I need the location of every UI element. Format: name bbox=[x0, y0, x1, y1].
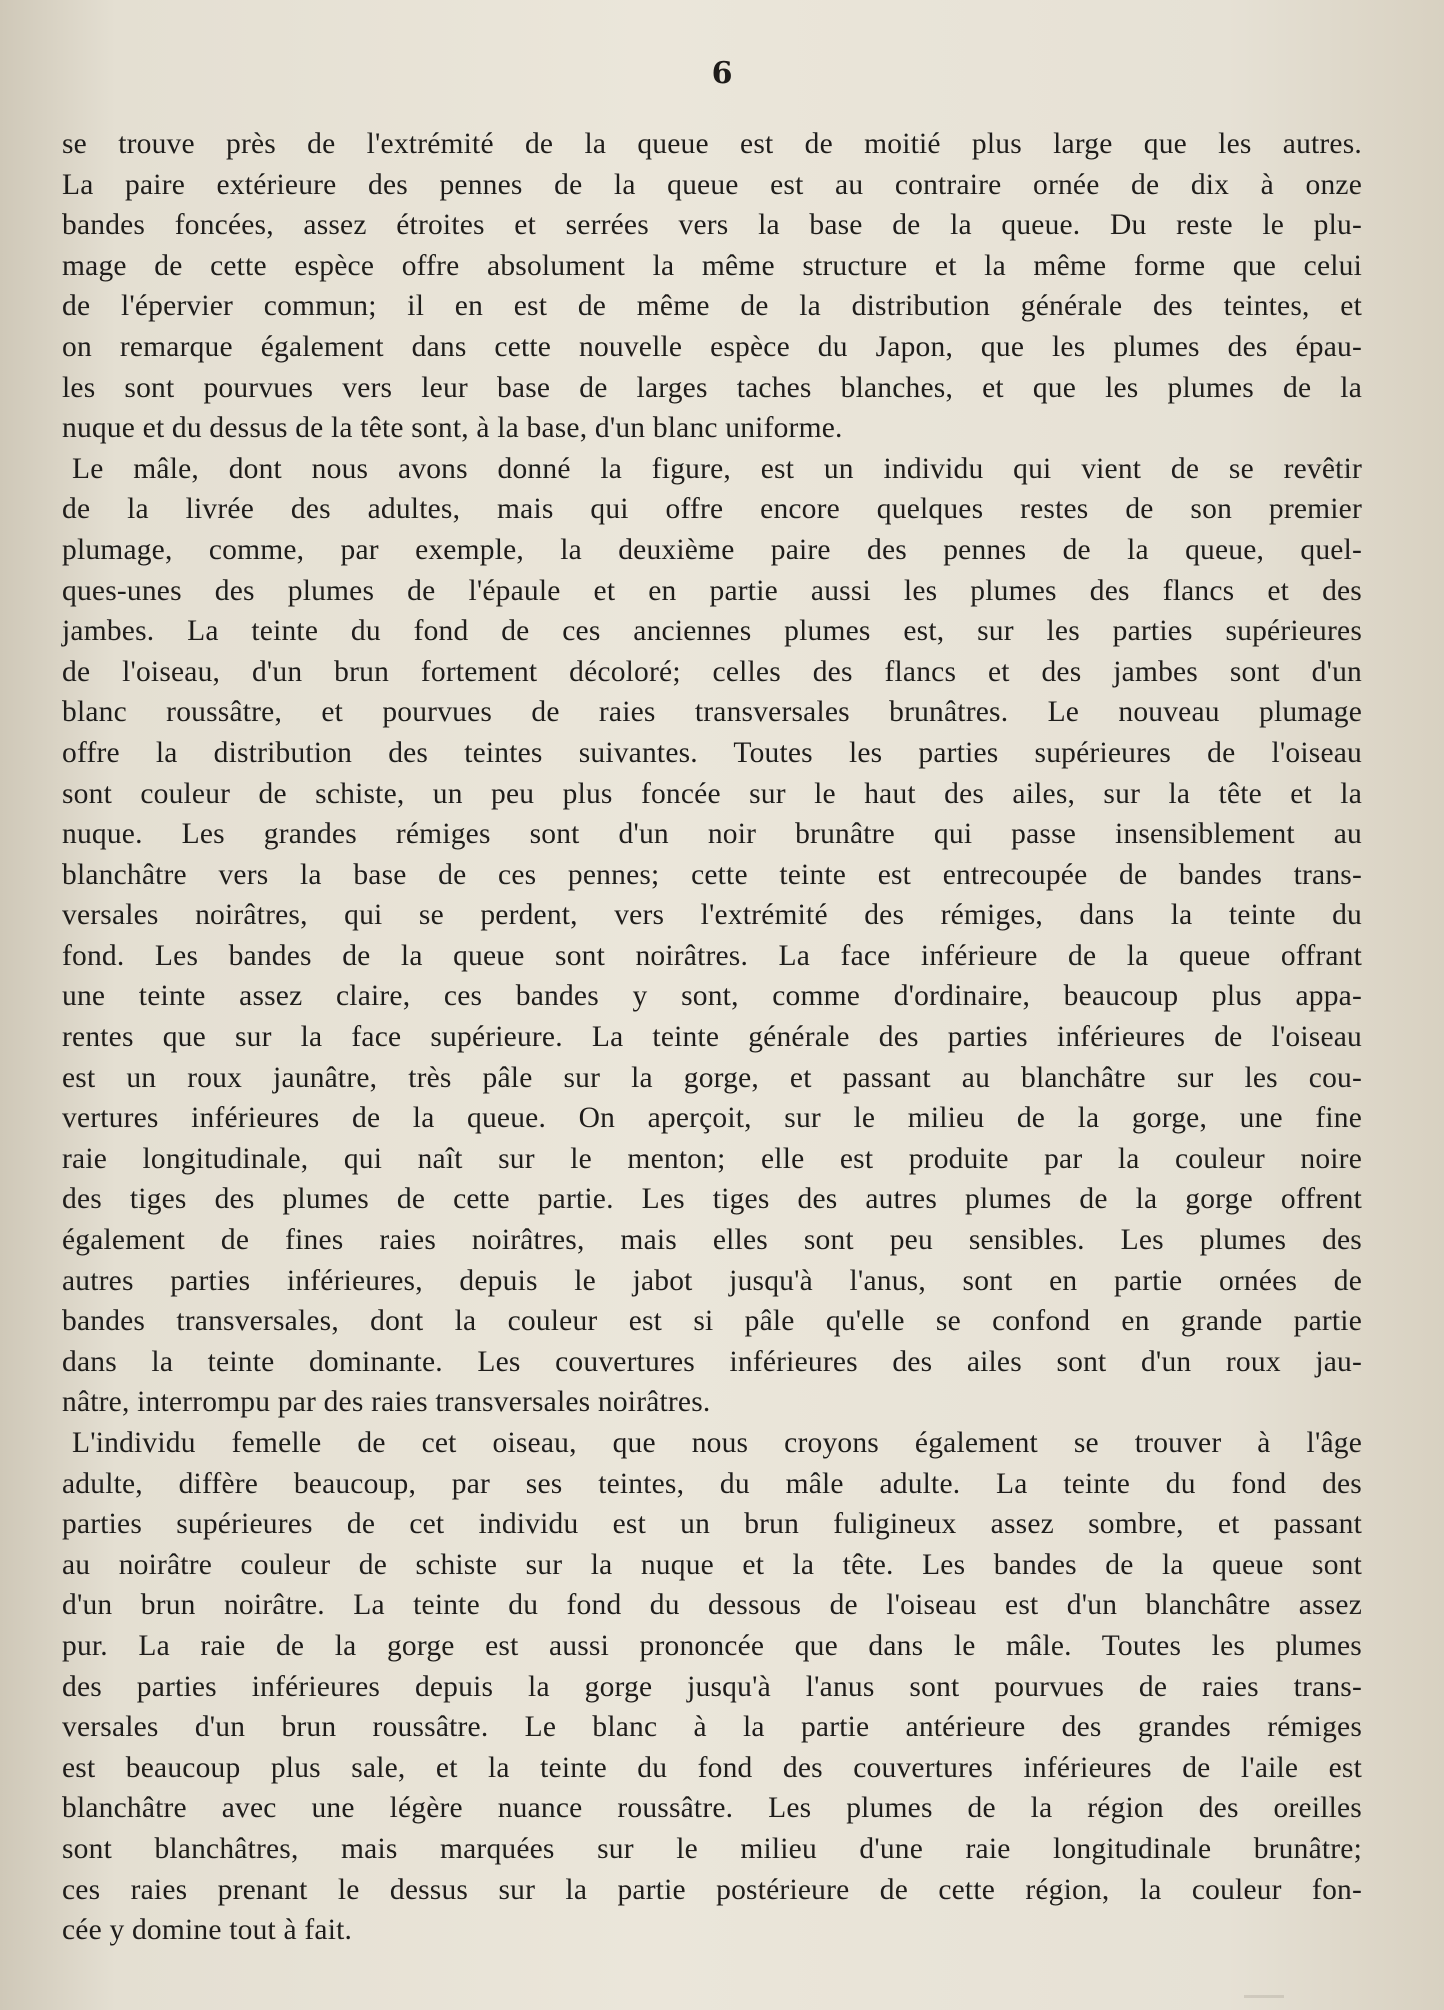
text-line: on remarque également dans cette nouvelle espèce du Japon, que les plumes des épau- bbox=[62, 330, 1362, 363]
text-line: blanc roussâtre, et pourvues de raies transversales brunâtres. Le nouveau plumage bbox=[62, 696, 1362, 729]
text-line: les sont pourvues vers leur base de larges taches blanches, et que les plumes de la bbox=[62, 371, 1362, 404]
text-line: au noirâtre couleur de schiste sur la nuque et la tête. Les bandes de la queue sont bbox=[62, 1548, 1362, 1581]
text-line: plumage, comme, par exemple, la deuxième paire des pennes de la queue, quel- bbox=[62, 533, 1362, 566]
text-line: autres parties inférieures, depuis le jabot jusqu'à l'anus, sont en partie ornées de bbox=[62, 1264, 1362, 1297]
text-line: sont blanchâtres, mais marquées sur le milieu d'une raie longitudinale brunâtre; bbox=[62, 1832, 1362, 1865]
text-line: une teinte assez claire, ces bandes y sont, comme d'ordinaire, beaucoup plus appa- bbox=[62, 980, 1362, 1013]
text-line: pur. La raie de la gorge est aussi prononcée que dans le mâle. Toutes les plumes bbox=[62, 1629, 1362, 1662]
text-line: se trouve près de l'extrémité de la queue est de moitié plus large que les autres. bbox=[62, 128, 1362, 160]
text-line: ques-unes des plumes de l'épaule et en partie aussi les plumes des flancs et des bbox=[62, 574, 1362, 607]
text-line: La paire extérieure des pennes de la queue est au contraire ornée de dix à onze bbox=[62, 168, 1362, 201]
text-line: vertures inférieures de la queue. On aperçoit, sur le milieu de la gorge, une fine bbox=[62, 1102, 1362, 1135]
text-line: des tiges des plumes de cette partie. Les tiges des autres plumes de la gorge offrent bbox=[62, 1183, 1362, 1216]
bleed-through-mark bbox=[1244, 1965, 1284, 1998]
text-line: de l'épervier commun; il en est de même de la distribution générale des teintes, et bbox=[62, 290, 1362, 323]
text-line: parties supérieures de cet individu est un brun fuligineux assez sombre, et passant bbox=[62, 1508, 1362, 1541]
text-line: adulte, diffère beaucoup, par ses teintes, du mâle adulte. La teinte du fond des bbox=[62, 1467, 1362, 1500]
text-line: est beaucoup plus sale, et la teinte du fond des couvertures inférieures de l'aile est bbox=[62, 1751, 1362, 1784]
text-line: également de fines raies noirâtres, mais elles sont peu sensibles. Les plumes des bbox=[62, 1224, 1362, 1257]
text-line: dans la teinte dominante. Les couvertures inférieures des ailes sont d'un roux jau- bbox=[62, 1345, 1362, 1378]
text-line: bandes transversales, dont la couleur est si pâle qu'elle se confond en grande partie bbox=[62, 1305, 1362, 1338]
text-line: raie longitudinale, qui naît sur le menton; elle est produite par la couleur noire bbox=[62, 1142, 1362, 1175]
text-line: est un roux jaunâtre, très pâle sur la gorge, et passant au blanchâtre sur les cou- bbox=[62, 1061, 1362, 1094]
text-line: nuque. Les grandes rémiges sont d'un noir brunâtre qui passe insensiblement au bbox=[62, 818, 1362, 851]
page-number: 6 bbox=[711, 56, 733, 91]
text-line: blanchâtre avec une légère nuance roussâtre. Les plumes de la région des oreilles bbox=[62, 1792, 1362, 1825]
text-line: sont couleur de schiste, un peu plus foncée sur le haut des ailes, sur la tête et la bbox=[62, 777, 1362, 810]
text-line: de l'oiseau, d'un brun fortement décoloré; celles des flancs et des jambes sont d'un bbox=[62, 655, 1362, 688]
text-line: fond. Les bandes de la queue sont noirâtres. La face inférieure de la queue offrant bbox=[62, 939, 1362, 972]
paragraph-end-line: nâtre, interrompu par des raies transversales noirâtres. bbox=[62, 1386, 711, 1419]
text-line: jambes. La teinte du fond de ces anciennes plumes est, sur les parties supérieures bbox=[62, 615, 1362, 648]
paragraph-end-line: nuque et du dessus de la tête sont, à la base, d'un blanc uniforme. bbox=[62, 412, 843, 445]
text-line: ces raies prenant le dessus sur la partie postérieure de cette région, la couleur fon- bbox=[62, 1873, 1362, 1906]
text-line: blanchâtre vers la base de ces pennes; cette teinte est entrecoupée de bandes trans- bbox=[62, 858, 1362, 891]
paragraph-end-line: cée y domine tout à fait. bbox=[62, 1914, 353, 1947]
paragraph-start-line: Le mâle, dont nous avons donné la figure, est un individu qui vient de se revêtir bbox=[72, 452, 1362, 485]
text-line: versales d'un brun roussâtre. Le blanc à la partie antérieure des grandes rémiges bbox=[62, 1711, 1362, 1744]
text-line: d'un brun noirâtre. La teinte du fond du dessous de l'oiseau est d'un blanchâtre assez bbox=[62, 1589, 1362, 1622]
paragraph-start-line: L'individu femelle de cet oiseau, que nous croyons également se trouver à l'âge bbox=[72, 1427, 1362, 1459]
text-line: offre la distribution des teintes suivantes. Toutes les parties supérieures de l'oiseau bbox=[62, 736, 1362, 769]
text-line: bandes foncées, assez étroites et serrées vers la base de la queue. Du reste le plu- bbox=[62, 209, 1362, 242]
text-line: versales noirâtres, qui se perdent, vers l'extrémité des rémiges, dans la teinte du bbox=[62, 899, 1362, 932]
text-line: de la livrée des adultes, mais qui offre encore quelques restes de son premier bbox=[62, 493, 1362, 526]
text-line: rentes que sur la face supérieure. La teinte générale des parties inférieures de l'oiseau bbox=[62, 1021, 1362, 1054]
body-text bbox=[62, 124, 1362, 1951]
text-line: des parties inférieures depuis la gorge jusqu'à l'anus sont pourvues de raies trans- bbox=[62, 1670, 1362, 1703]
text-line: mage de cette espèce offre absolument la même structure et la même forme que celui bbox=[62, 249, 1362, 282]
